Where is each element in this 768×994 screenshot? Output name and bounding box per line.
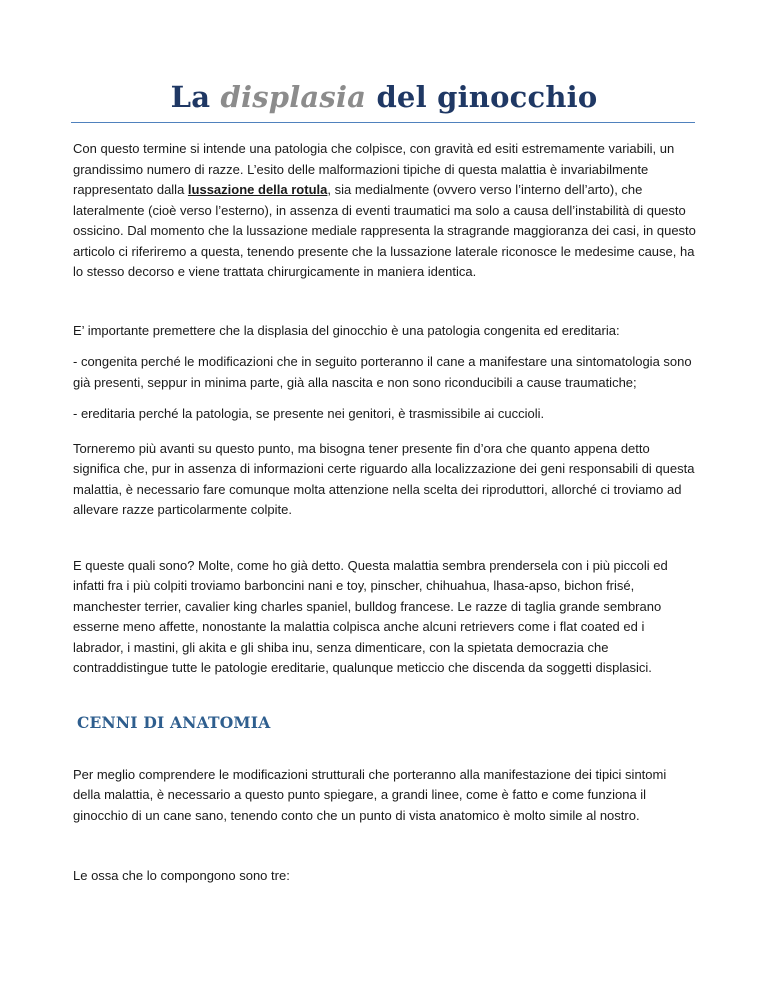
title-part-2: del ginocchio xyxy=(366,80,598,114)
intro-paragraph xyxy=(73,139,697,283)
breeding-paragraph: Torneremo più avanti su questo punto, ma bisogna tener presente fin d’ora che quanto appena detto significa che, pur in assenza di informazioni certe riguardo alla localizzazione dei geni responsabili di questa malattia, è necessario fare comunque molta attenzione nella scelta dei riproduttori, allorché ci troviamo ad allevare razze particolarmente colpite. xyxy=(73,440,695,517)
affected-breeds-paragraph: E queste quali sono? Molte, come ho già detto. Questa malattia sembra prendersela con i più piccoli ed infatti fra i più colpiti troviamo barboncini nani e toy, pinscher, chihuahua, lhasa-apso, bichon frisé, manchester terrier, cavalier king charles spaniel, bulldog francese. Le razze di taglia grande sembrano esserne meno affette, nonostante la malattia colpisca anche alcuni retrievers come i flat coated ed i labrador, i mastini, gli akita e gli shiba inu, senza dimenticare, con la spietata democrazia che contraddistingue tutte le patologie ereditarie, qualunque meticcio che discenda da soggetti displasici. xyxy=(73,557,668,675)
hereditary-bullet-paragraph: - ereditaria perché la patologia, se presente nei genitori, è trasmissibile ai cuccioli. xyxy=(73,406,545,421)
page-title xyxy=(0,80,768,114)
congenital-bullet-paragraph: - congenita perché le modificazioni che in seguito porteranno il cane a manifestare una sintomatologia sono già presenti, seppur in minima parte, già alla nascita e non sono riconducibili a cause traumatiche; xyxy=(73,354,692,390)
intro-text-before-link: Con questo termine si intende una patologia che colpisce, con gravità ed esiti estremamente variabili, un grandissimo numero di razze. L’esito delle malformazioni tipiche di questa malattia è invariabilmente rappresentato dalla xyxy=(73,141,675,197)
bones-intro-paragraph: Le ossa che lo compongono sono tre: xyxy=(73,868,290,883)
congenital-hereditary-paragraph: E’ importante premettere che la displasia del ginocchio è una patologia congenita ed ereditaria: xyxy=(73,322,620,338)
anatomy-intro-paragraph: Per meglio comprendere le modificazioni strutturali che porteranno alla manifestazione dei tipici sintomi della malattia, è necessario a questo punto spiegare, a grandi linee, come è fatto e come funziona il ginocchio di un cane sano, tenendo conto che un punto di vista anatomico è molto simile al nostro. xyxy=(73,766,667,823)
anatomy-heading: CENNI DI ANATOMIA xyxy=(77,712,271,732)
title-underline-rule xyxy=(71,122,695,123)
document-body xyxy=(73,139,697,887)
rotula-luxation-link[interactable]: lussazione della rotula xyxy=(187,182,328,197)
title-part-1: La xyxy=(170,80,221,114)
intro-text-after-link: , sia medialmente (ovvero verso l’interno dell’arto), che lateralmente (cioè verso l’esterno), in assenza di eventi traumatici ma solo a causa dell’instabilità di questo ossicino. Dal momento che la lussazione mediale rappresenta la stragrande maggioranza dei casi, in questo articolo ci riferiremo a questa, tenendo presente che la lussazione laterale riconosce le medesime cause, ha lo stesso decorso e viene trattata chirurgicamente in maniera identica. xyxy=(73,182,696,279)
title-italic-word: displasia xyxy=(220,80,367,114)
